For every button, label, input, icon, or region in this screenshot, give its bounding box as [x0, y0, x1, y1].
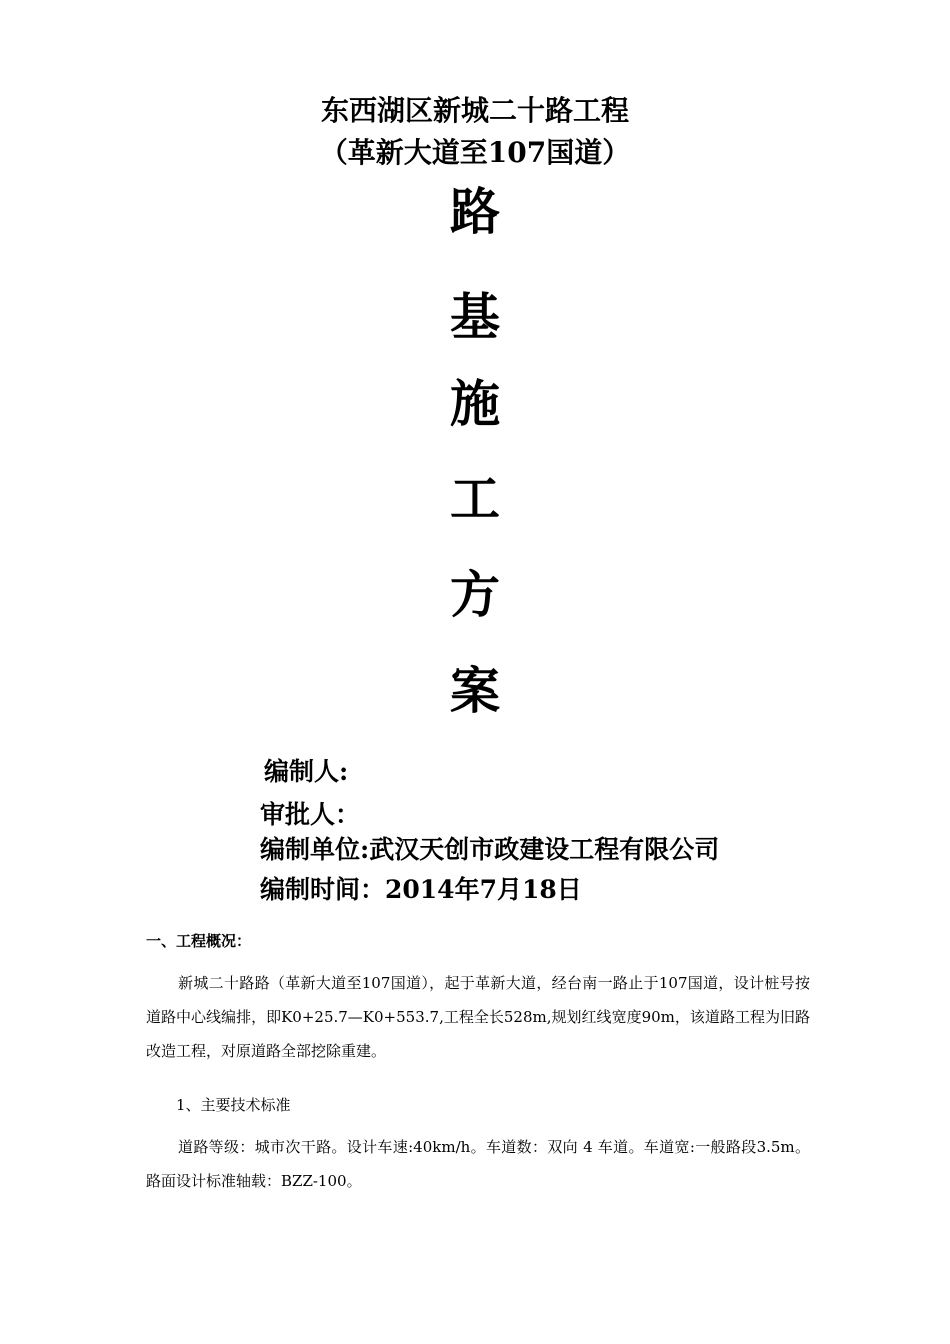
standards-paragraph: 道路等级：城市次干路。设计车速:40km/h。车道数：双向 4 车道。车道宽:一般路段3.5m。路面设计标准轴载：BZZ-100。 [146, 1138, 810, 1190]
doc-title-char: 施 [450, 374, 500, 433]
time-line: 编制时间：2014年7月18日 [260, 875, 582, 904]
doc-title-char: 工 [450, 469, 500, 528]
doc-title-char: 基 [450, 287, 500, 346]
project-title: 东西湖区新城二十路工程 [320, 94, 629, 127]
doc-title-char: 案 [450, 661, 500, 720]
overview-paragraph: 新城二十路路（革新大道至107国道），起于革新大道，经台南一路止于107国道，设计桩号按道路中心线编排，即K0+25.7—K0+553.7,工程全长528m,规划红线宽度90m，该道路工程为旧路改造工程，对原道路全部挖除重建。 [146, 974, 810, 1060]
project-subtitle: （革新大道至107国道） [319, 136, 631, 169]
editor-line: 编制人: [264, 757, 349, 786]
section-heading: 一、工程概况： [146, 932, 252, 950]
unit-line: 编制单位:武汉天创市政建设工程有限公司 [260, 835, 720, 864]
doc-title-char: 方 [450, 565, 500, 624]
subsection-heading: 1、主要技术标准 [176, 1096, 291, 1114]
approver-line: 审批人： [260, 800, 361, 829]
doc-title-char: 路 [450, 182, 500, 241]
